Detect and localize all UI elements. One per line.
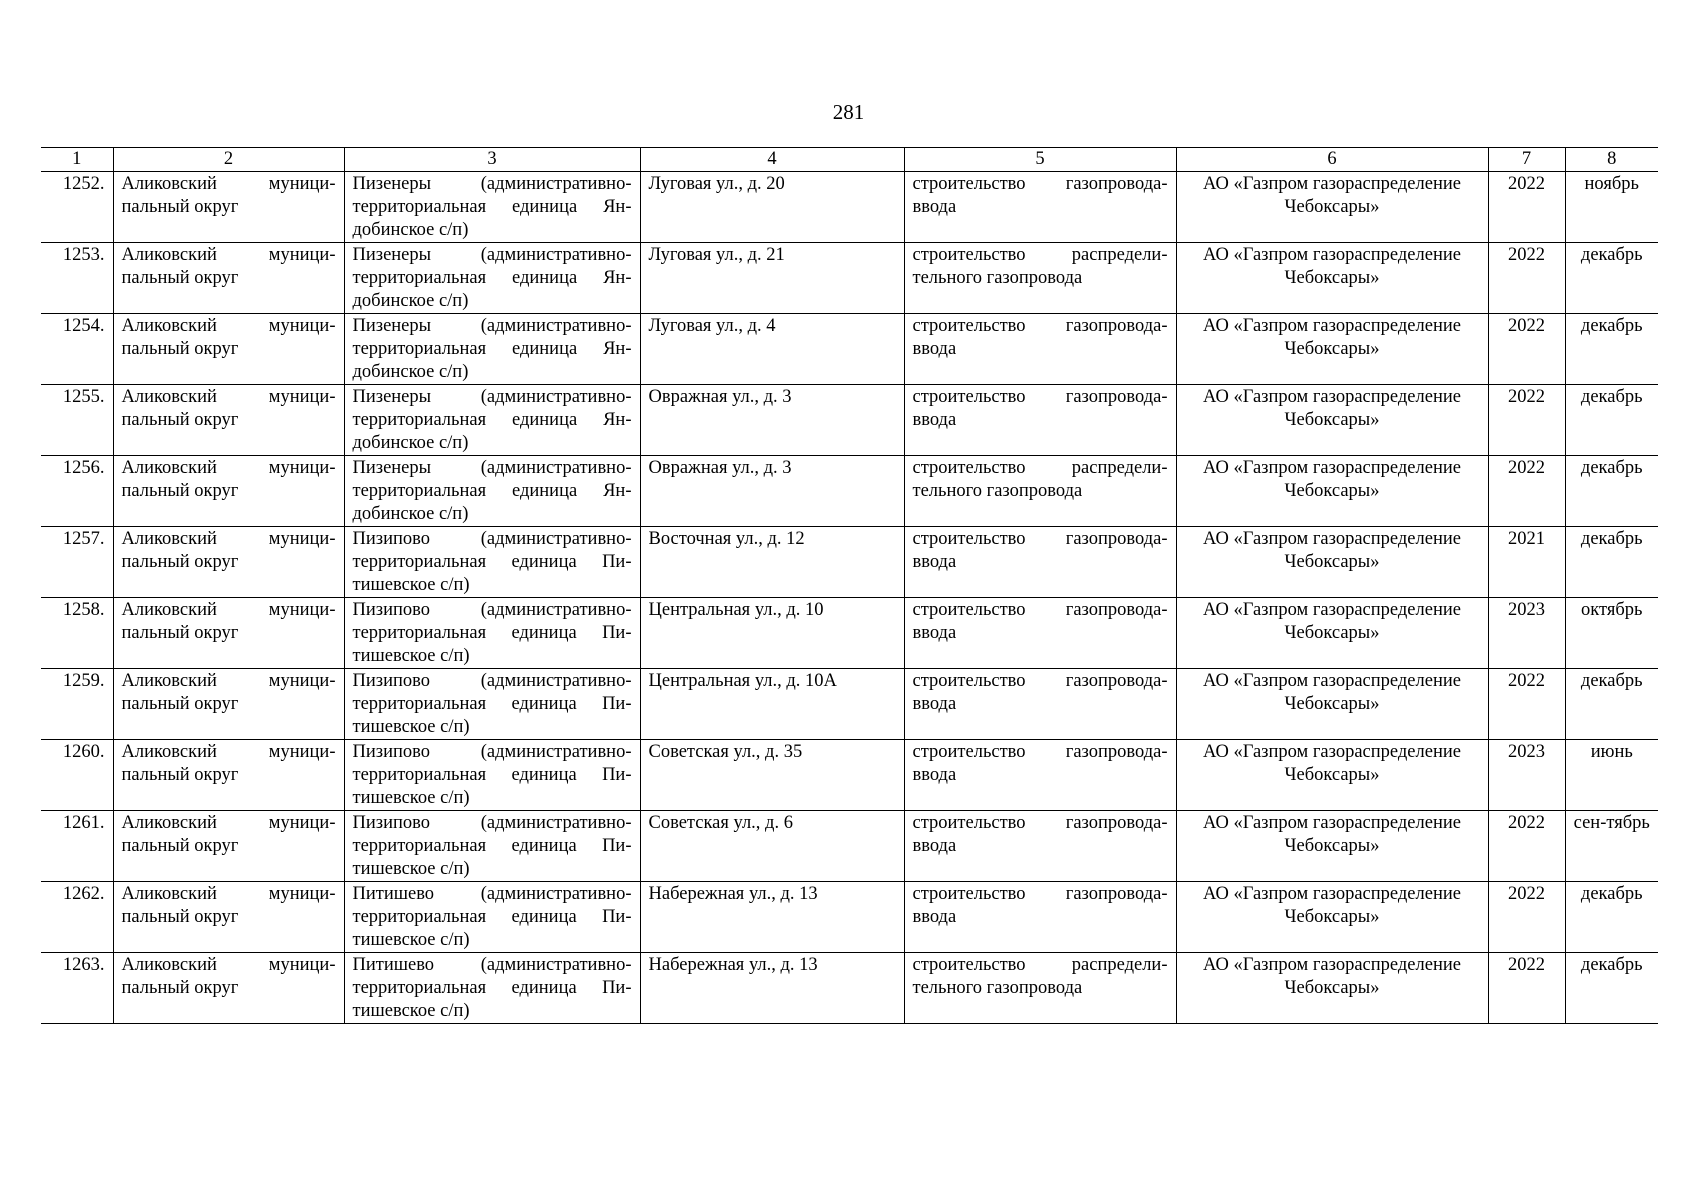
row-number: 1255. — [41, 385, 113, 456]
row-number: 1256. — [41, 456, 113, 527]
row-number: 1261. — [41, 811, 113, 882]
address: Советская ул., д. 6 — [640, 811, 904, 882]
address: Центральная ул., д. 10А — [640, 669, 904, 740]
gasification-table — [41, 147, 1658, 1024]
work-type: строительство газопровода-ввода — [904, 314, 1176, 385]
organization: АО «Газпром газораспределение Чебоксары» — [1176, 669, 1488, 740]
organization: АО «Газпром газораспределение Чебоксары» — [1176, 740, 1488, 811]
table-row — [41, 811, 1658, 882]
municipal-district: Аликовский муници-пальный округ — [113, 953, 344, 1024]
table-row — [41, 172, 1658, 243]
year: 2022 — [1488, 385, 1565, 456]
row-number: 1257. — [41, 527, 113, 598]
year: 2022 — [1488, 669, 1565, 740]
year: 2021 — [1488, 527, 1565, 598]
settlement: Пизипово (административно-территориальная единица Пи-тишевское с/п) — [344, 811, 640, 882]
column-header: 3 — [344, 148, 640, 172]
address: Луговая ул., д. 21 — [640, 243, 904, 314]
address: Восточная ул., д. 12 — [640, 527, 904, 598]
month: декабрь — [1565, 953, 1658, 1024]
address: Луговая ул., д. 4 — [640, 314, 904, 385]
address: Советская ул., д. 35 — [640, 740, 904, 811]
month: июнь — [1565, 740, 1658, 811]
column-header: 6 — [1176, 148, 1488, 172]
settlement: Пизенеры (административно-территориальная единица Ян-добинское с/п) — [344, 385, 640, 456]
row-number: 1258. — [41, 598, 113, 669]
year: 2023 — [1488, 740, 1565, 811]
settlement: Пизенеры (административно-территориальная единица Ян-добинское с/п) — [344, 314, 640, 385]
municipal-district: Аликовский муници-пальный округ — [113, 740, 344, 811]
table-row — [41, 243, 1658, 314]
municipal-district: Аликовский муници-пальный округ — [113, 385, 344, 456]
year: 2022 — [1488, 811, 1565, 882]
organization: АО «Газпром газораспределение Чебоксары» — [1176, 527, 1488, 598]
municipal-district: Аликовский муници-пальный округ — [113, 172, 344, 243]
work-type: строительство газопровода-ввода — [904, 527, 1176, 598]
municipal-district: Аликовский муници-пальный округ — [113, 811, 344, 882]
settlement: Пизипово (административно-территориальная единица Пи-тишевское с/п) — [344, 527, 640, 598]
table-row — [41, 882, 1658, 953]
municipal-district: Аликовский муници-пальный округ — [113, 598, 344, 669]
work-type: строительство газопровода-ввода — [904, 740, 1176, 811]
year: 2022 — [1488, 172, 1565, 243]
municipal-district: Аликовский муници-пальный округ — [113, 314, 344, 385]
row-number: 1259. — [41, 669, 113, 740]
organization: АО «Газпром газораспределение Чебоксары» — [1176, 243, 1488, 314]
table-row — [41, 385, 1658, 456]
municipal-district: Аликовский муници-пальный округ — [113, 456, 344, 527]
work-type: строительство газопровода-ввода — [904, 172, 1176, 243]
work-type: строительство распредели-тельного газопровода — [904, 953, 1176, 1024]
work-type: строительство газопровода-ввода — [904, 811, 1176, 882]
table-row — [41, 527, 1658, 598]
work-type: строительство газопровода-ввода — [904, 598, 1176, 669]
address: Луговая ул., д. 20 — [640, 172, 904, 243]
column-header: 5 — [904, 148, 1176, 172]
table-row — [41, 740, 1658, 811]
work-type: строительство газопровода-ввода — [904, 882, 1176, 953]
organization: АО «Газпром газораспределение Чебоксары» — [1176, 385, 1488, 456]
settlement: Пизенеры (административно-территориальная единица Ян-добинское с/п) — [344, 172, 640, 243]
address: Набережная ул., д. 13 — [640, 882, 904, 953]
year: 2022 — [1488, 314, 1565, 385]
month: ноябрь — [1565, 172, 1658, 243]
month: декабрь — [1565, 669, 1658, 740]
organization: АО «Газпром газораспределение Чебоксары» — [1176, 953, 1488, 1024]
month: сен-тябрь — [1565, 811, 1658, 882]
row-number: 1254. — [41, 314, 113, 385]
settlement: Пизипово (административно-территориальная единица Пи-тишевское с/п) — [344, 740, 640, 811]
year: 2022 — [1488, 243, 1565, 314]
table-row — [41, 598, 1658, 669]
month: декабрь — [1565, 314, 1658, 385]
month: декабрь — [1565, 882, 1658, 953]
settlement: Пизенеры (административно-территориальная единица Ян-добинское с/п) — [344, 456, 640, 527]
work-type: строительство газопровода-ввода — [904, 669, 1176, 740]
year: 2022 — [1488, 953, 1565, 1024]
table-row — [41, 953, 1658, 1024]
table-row — [41, 669, 1658, 740]
address: Овражная ул., д. 3 — [640, 456, 904, 527]
address: Центральная ул., д. 10 — [640, 598, 904, 669]
organization: АО «Газпром газораспределение Чебоксары» — [1176, 456, 1488, 527]
work-type: строительство распредели-тельного газопровода — [904, 243, 1176, 314]
organization: АО «Газпром газораспределение Чебоксары» — [1176, 314, 1488, 385]
settlement: Пизипово (административно-территориальная единица Пи-тишевское с/п) — [344, 598, 640, 669]
table-row — [41, 314, 1658, 385]
organization: АО «Газпром газораспределение Чебоксары» — [1176, 598, 1488, 669]
month: декабрь — [1565, 456, 1658, 527]
settlement: Питишево (административно-территориальная единица Пи-тишевское с/п) — [344, 953, 640, 1024]
column-header: 8 — [1565, 148, 1658, 172]
column-header: 4 — [640, 148, 904, 172]
header-row — [41, 148, 1658, 172]
settlement: Пизипово (административно-территориальная единица Пи-тишевское с/п) — [344, 669, 640, 740]
month: октябрь — [1565, 598, 1658, 669]
row-number: 1253. — [41, 243, 113, 314]
column-header: 1 — [41, 148, 113, 172]
organization: АО «Газпром газораспределение Чебоксары» — [1176, 172, 1488, 243]
row-number: 1260. — [41, 740, 113, 811]
municipal-district: Аликовский муници-пальный округ — [113, 882, 344, 953]
municipal-district: Аликовский муници-пальный округ — [113, 243, 344, 314]
month: декабрь — [1565, 243, 1658, 314]
settlement: Питишево (административно-территориальная единица Пи-тишевское с/п) — [344, 882, 640, 953]
settlement: Пизенеры (административно-территориальная единица Ян-добинское с/п) — [344, 243, 640, 314]
municipal-district: Аликовский муници-пальный округ — [113, 527, 344, 598]
row-number: 1263. — [41, 953, 113, 1024]
column-header: 2 — [113, 148, 344, 172]
page-number: 281 — [832, 100, 865, 124]
work-type: строительство газопровода-ввода — [904, 385, 1176, 456]
table-row — [41, 456, 1658, 527]
address: Овражная ул., д. 3 — [640, 385, 904, 456]
organization: АО «Газпром газораспределение Чебоксары» — [1176, 882, 1488, 953]
row-number: 1252. — [41, 172, 113, 243]
address: Набережная ул., д. 13 — [640, 953, 904, 1024]
year: 2022 — [1488, 456, 1565, 527]
year: 2022 — [1488, 882, 1565, 953]
year: 2023 — [1488, 598, 1565, 669]
month: декабрь — [1565, 385, 1658, 456]
work-type: строительство распредели-тельного газопровода — [904, 456, 1176, 527]
month: декабрь — [1565, 527, 1658, 598]
column-header: 7 — [1488, 148, 1565, 172]
municipal-district: Аликовский муници-пальный округ — [113, 669, 344, 740]
row-number: 1262. — [41, 882, 113, 953]
organization: АО «Газпром газораспределение Чебоксары» — [1176, 811, 1488, 882]
